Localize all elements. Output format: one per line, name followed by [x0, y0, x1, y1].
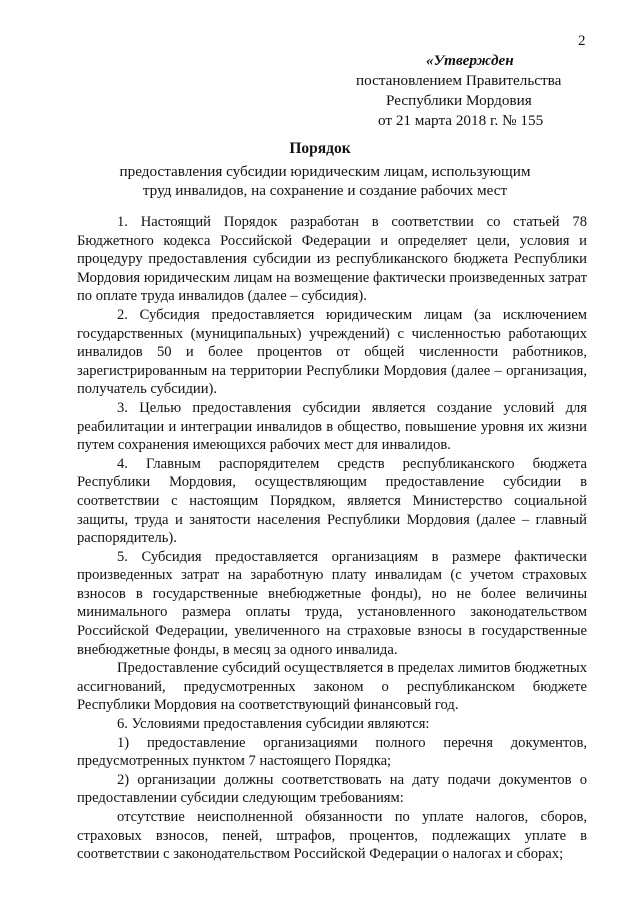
paragraph-5: 5. Субсидия предоставляется организациям в размере фактически произведенных затрат на заработную плату инвалидам (с учетом страховых взносов в государственные внебюджетные фонды), но не более величины минимального размера оплаты труда, установленного законодательством Российской Федерации, увеличенного на страховые взносы в государственные внебюджетные фонды, в месяц за одного инвалида.	[77, 548, 587, 658]
paragraph-6-item-2-requirement: отсутствие неисполненной обязанности по уплате налогов, сборов, страховых взносов, пеней, штрафов, процентов, подлежащих уплате в соответствии с законодательством Российской Федерации о налогах и сборах;	[77, 809, 587, 863]
page-number: 2	[578, 33, 586, 49]
paragraph-budget-limits: Предоставление субсидий осуществляется в пределах лимитов бюджетных ассигнований, предусмотренных законом о республиканском бюджете Республики Мордовия на соответствующий финансовый год.	[77, 660, 587, 714]
approval-line-resolution: постановлением Правительства	[356, 72, 562, 89]
paragraph-6-item-2: 2) организации должны соответствовать на дату подачи документов о предоставлении субсидии следующим требованиям:	[77, 771, 587, 807]
document-title: Порядок	[289, 140, 351, 157]
approval-line-republic: Республики Мордовия	[386, 92, 532, 109]
paragraph-3: 3. Целью предоставления субсидии является создание условий для реабилитации и интеграции инвалидов в общество, повышение уровня их жизни путем сохранения имеющихся рабочих мест для инвалидов.	[77, 399, 587, 454]
approval-heading: «Утвержден	[426, 52, 514, 69]
approval-block	[330, 51, 610, 131]
approval-line-date-number: от 21 марта 2018 г. № 155	[378, 112, 544, 129]
paragraph-6: 6. Условиями предоставления субсидии являются:	[117, 716, 430, 733]
document-subtitle: предоставления субсидии юридическим лицам, использующим труд инвалидов, на сохранение и создание рабочих мест	[119, 163, 531, 199]
paragraph-4: 4. Главным распорядителем средств республиканского бюджета Республики Мордовия, осуществляющим предоставление субсидии в соответствии с настоящим Порядком, является Министерство социальной защиты, труда и занятости населения Республики Мордовия (далее – главный распорядитель).	[77, 455, 587, 547]
paragraph-1: 1. Настоящий Порядок разработан в соответствии со статьей 78 Бюджетного кодекса Российской Федерации и определяет цели, условия и процедуру предоставления субсидии из республиканского бюджета Республики Мордовия юридическим лицам на возмещение фактически произведенных затрат по оплате труда инвалидов (далее – субсидия).	[77, 214, 587, 305]
paragraph-2: 2. Субсидия предоставляется юридическим лицам (за исключением государственных (муниципальных) учреждений) с численностью работающих инвалидов 50 и более процентов от общей численности работников, зарегистрированным на территории Республики Мордовия (далее – организация, получатель субсидии).	[77, 306, 587, 398]
document-body	[77, 213, 587, 864]
paragraph-6-item-1: 1) предоставление организациями полного перечня документов, предусмотренных пунктом 7 настоящего Порядка;	[77, 734, 587, 770]
